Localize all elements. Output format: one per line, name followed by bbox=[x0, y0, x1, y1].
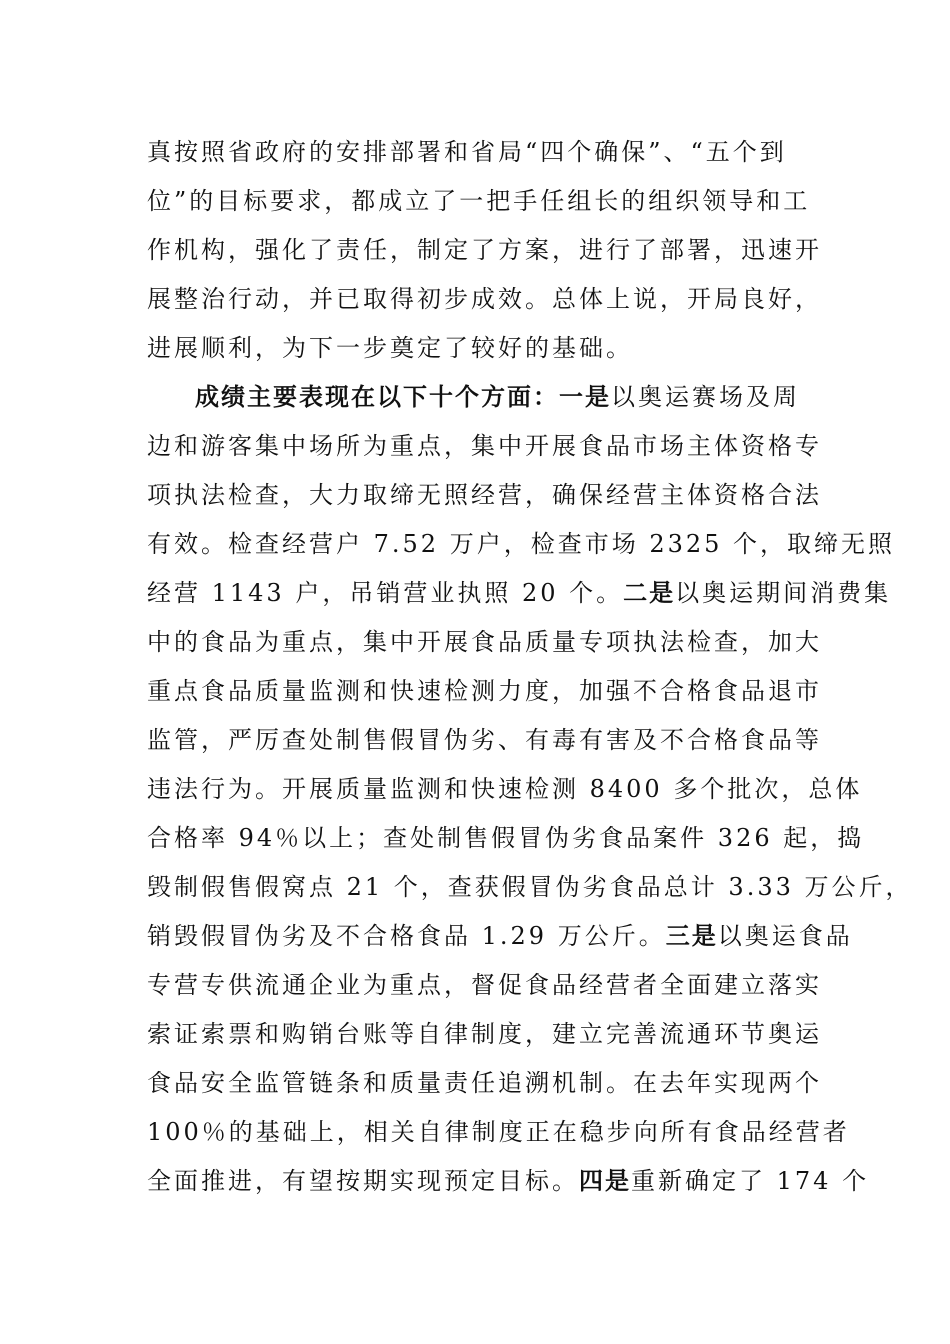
text-line: 100％的基础上，相关自律制度正在稳步向所有食品经营者 bbox=[147, 1118, 850, 1146]
text-line: 监管，严厉查处制售假冒伪劣、有毒有害及不合格食品等 bbox=[147, 726, 822, 754]
text-line: 合格率 94％以上；查处制售假冒伪劣食品案件 326 起，捣 bbox=[147, 824, 865, 852]
text-line: 中的食品为重点，集中开展食品质量专项执法检查，加大 bbox=[147, 628, 822, 656]
text-line: 展整治行动，并已取得初步成效。总体上说，开局良好， bbox=[147, 285, 822, 313]
text-line bbox=[147, 1157, 870, 1206]
text-line: 边和游客集中场所为重点，集中开展食品市场主体资格专 bbox=[147, 432, 822, 460]
text-line: 真按照省政府的安排部署和省局“四个确保”、“五个到 bbox=[147, 138, 787, 166]
text-run: 经营 1143 户，吊销营业执照 20 个。 bbox=[147, 579, 624, 607]
text-line: 毁制假售假窝点 21 个，查获假冒伪劣食品总计 3.33 万公斤， bbox=[147, 873, 913, 901]
text-line: 索证索票和购销台账等自律制度，建立完善流通环节奥运 bbox=[147, 1020, 822, 1048]
text-line: 位”的目标要求，都成立了一把手任组长的组织领导和工 bbox=[147, 187, 811, 215]
text-run: 以奥运食品 bbox=[717, 922, 853, 950]
text-run: 销毁假冒伪劣及不合格食品 1.29 万公斤。 bbox=[147, 922, 666, 950]
paragraph-intro bbox=[147, 128, 822, 373]
bold-marker: 二是 bbox=[623, 579, 676, 607]
text-line: 进展顺利，为下一步奠定了较好的基础。 bbox=[147, 334, 633, 362]
text-line: 有效。检查经营户 7.52 万户，检查市场 2325 个，取缔无照 bbox=[147, 530, 896, 558]
text-line bbox=[147, 912, 853, 961]
text-line: 专营专供流通企业为重点，督促食品经营者全面建立落实 bbox=[147, 971, 822, 999]
text-line: 重点食品质量监测和快速检测力度，加强不合格食品退市 bbox=[147, 677, 822, 705]
paragraph-achievements bbox=[147, 373, 913, 1206]
text-run: 以奥运赛场及周 bbox=[611, 383, 800, 411]
bold-marker: 四是 bbox=[579, 1167, 631, 1195]
text-line: 项执法检查，大力取缔无照经营，确保经营主体资格合法 bbox=[147, 481, 822, 509]
bold-lead-phrase: 成绩主要表现在以下十个方面：一是 bbox=[195, 383, 611, 411]
text-run: 重新确定了 174 个 bbox=[631, 1167, 870, 1195]
text-run: 以奥运期间消费集 bbox=[675, 579, 892, 607]
text-line: 违法行为。开展质量监测和快速检测 8400 多个批次，总体 bbox=[147, 775, 863, 803]
body-text bbox=[147, 128, 913, 1206]
text-line: 作机构，强化了责任，制定了方案，进行了部署，迅速开 bbox=[147, 236, 822, 264]
text-run: 全面推进，有望按期实现预定目标。 bbox=[147, 1167, 579, 1195]
text-line bbox=[147, 569, 892, 618]
bold-marker: 三是 bbox=[665, 922, 718, 950]
text-line: 食品安全监管链条和质量责任追溯机制。在去年实现两个 bbox=[147, 1069, 822, 1097]
text-line bbox=[147, 373, 807, 422]
